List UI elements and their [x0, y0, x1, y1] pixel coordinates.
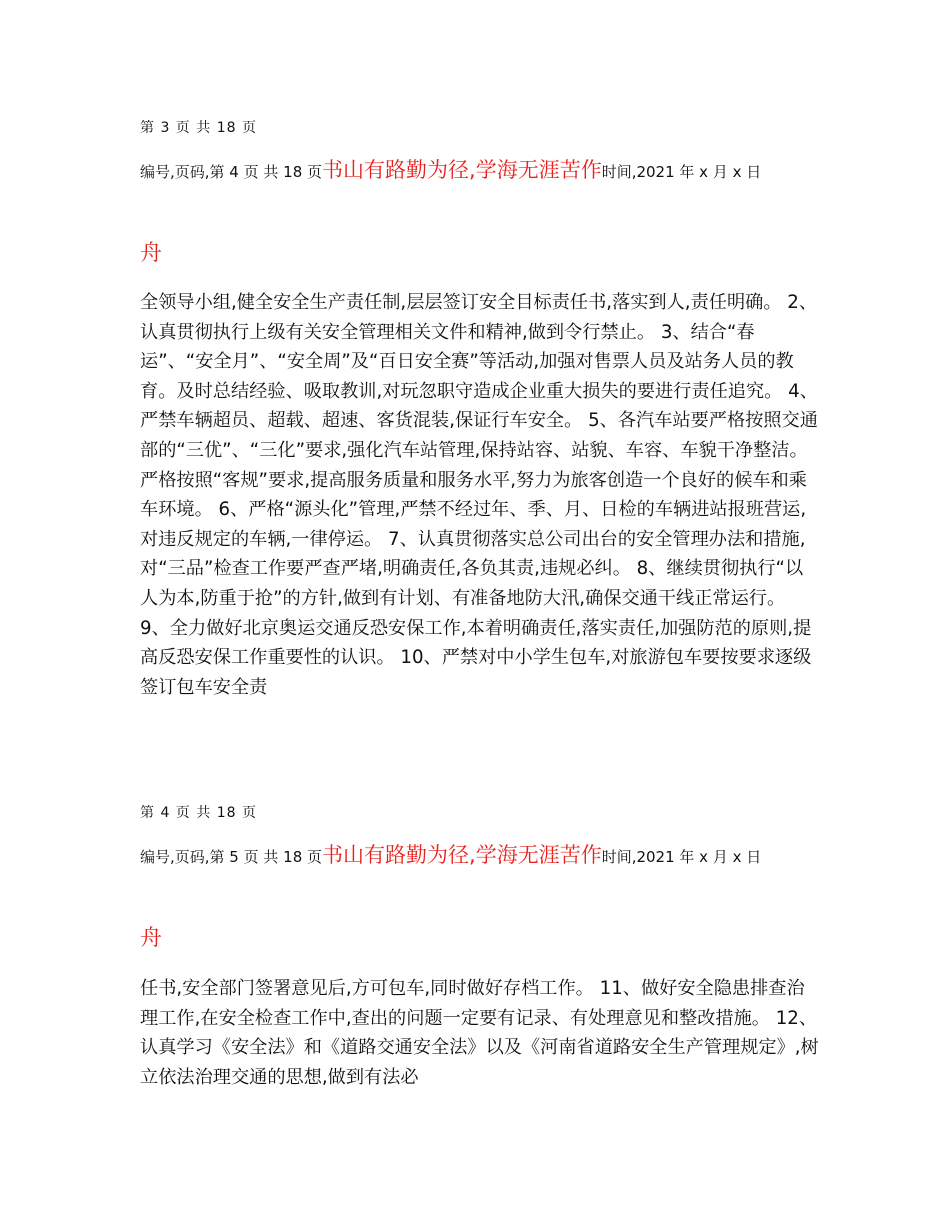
body-text-page-4: 全领导小组,健全安全生产责任制,层层签订安全目标责任书,落实到人,责任明确。 2、认真贯彻执行上级有关安全管理相关文件和精神,做到令行禁止。 3、结合“春运”、“安全月”、“安全周”及“百日安全赛”等活动,加强对售票人员及站务人员的教育。及时总结经验、吸取教训,对玩忽职守造成企业重大损失的要进行责任追究。 4、严禁车辆超员、超载、超速、客货混装,保证行车安全。 5、各汽车站要严格按照交通部的“三优”、“三化”要求,强化汽车站管理,保持站容、站貌、车容、车貌干净整洁。严格按照“客规”要求,提高服务质量和服务水平,努力为旅客创造一个良好的候车和乘车环境。 6、严格“源头化”管理,严禁不经过年、季、月、日检的车辆进站报班营运,对违反规定的车辆,一律停运。 7、认真贯彻落实总公司出台的安全管理办法和措施,对“三品”检查工作要严查严堵,明确责任,各负其责,违规必纠。 8、继续贯彻执行“以人为本,防重于抢”的方针,做到有计划、有准备地防大汛,确保交通干线正常运行。 9、全力做好北京奥运交通反恐安保工作,本着明确责任,落实责任,加强防范的原则,提高反恐安保工作重要性的认识。 10、严禁对中小学生包车,对旅游包车要按要求逐级签订包车安全责 [140, 292, 818, 698]
page-header-5 [140, 843, 820, 870]
header-motto: 书山有路勤为径,学海无涯苦作 [322, 843, 602, 867]
body-text-page-5: 任书,安全部门签署意见后,方可包车,同时做好存档工作。 11、做好安全隐患排查治理工作,在安全检查工作中,查出的问题一定要有记录、有处理意见和整改措施。 12、认真学习《安全法》和《道路交通安全法》以及《河南省道路安全生产管理规定》,树立依法治理交通的思想,做到有法必 [140, 978, 819, 1088]
motto-continuation: 舟 [140, 926, 163, 951]
header-suffix: 时间,2021 年 x 月 x 日 [601, 163, 762, 181]
header-motto: 书山有路勤为径,学海无涯苦作 [322, 158, 602, 182]
page-header-4 [140, 158, 820, 185]
header-suffix: 时间,2021 年 x 月 x 日 [601, 848, 762, 866]
page-footer-4: 第 4 页 共 18 页 [140, 805, 257, 821]
page-footer-3: 第 3 页 共 18 页 [140, 120, 257, 136]
header-prefix: 编号,页码,第 4 页 共 18 页 [140, 163, 323, 181]
header-prefix: 编号,页码,第 5 页 共 18 页 [140, 848, 323, 866]
motto-continuation: 舟 [140, 241, 163, 266]
